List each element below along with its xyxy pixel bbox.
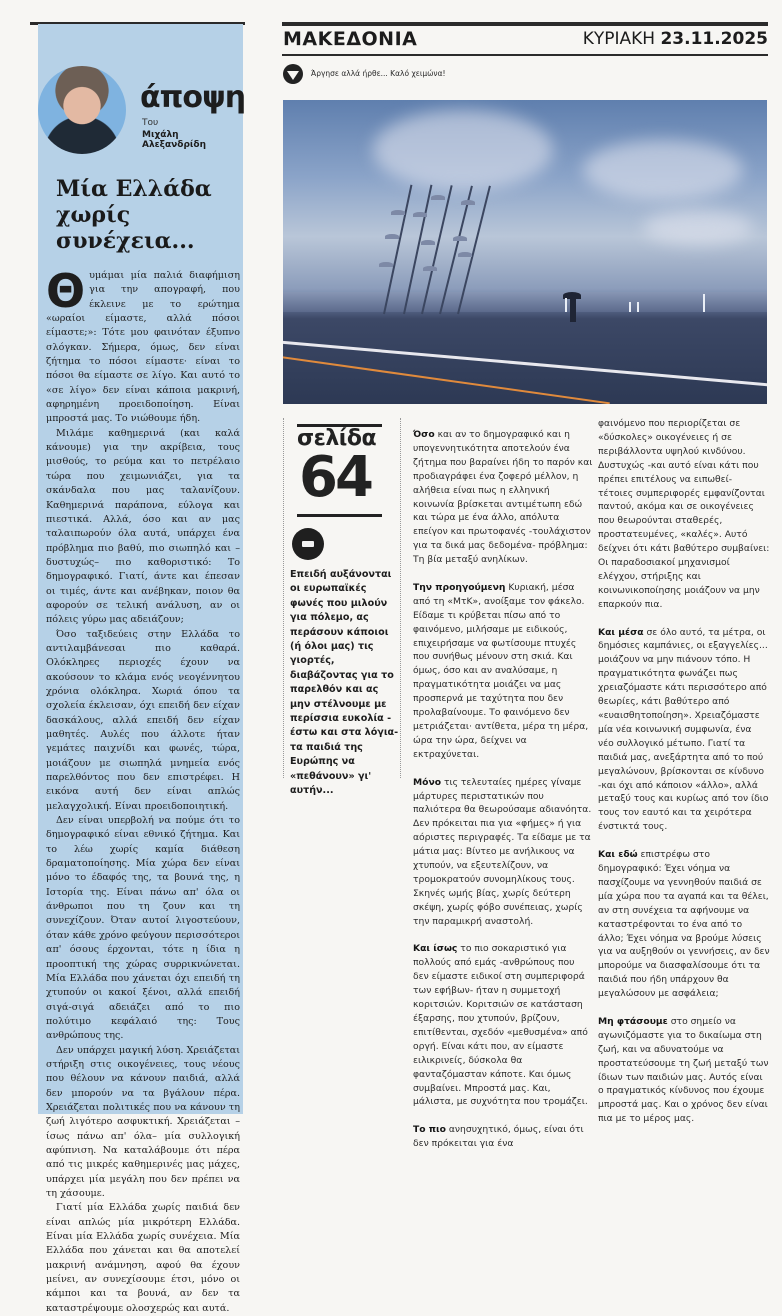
page-label: σελίδα	[297, 426, 377, 451]
author-avatar	[38, 66, 126, 154]
sidebar-divider	[283, 418, 284, 778]
down-triangle-icon	[283, 64, 303, 84]
sculpture-umbrella	[453, 236, 467, 241]
article-column-a	[413, 428, 593, 1165]
sculpture-umbrella	[379, 262, 393, 267]
fountain-jet	[637, 302, 639, 312]
opinion-body	[46, 264, 240, 1316]
minus-circle-icon	[292, 528, 324, 560]
sculpture-umbrella	[391, 210, 405, 215]
cloud	[373, 110, 553, 190]
sculpture-umbrella	[431, 195, 445, 200]
article-paragraph: Το πιο ανησυχητικό, όμως, είναι ότι δεν πρόκειται για ένα	[413, 1124, 584, 1150]
opinion-paragraph: Δεν είναι υπερβολή να πούμε ότι το δημογραφικό είναι εθνικό ζήτημα. Και το λέω χωρίς καμία διάθεση δραματοποίησης. Μία χώρα δεν είναι μόνο το έδαφός της, τα βουνά της, η Ιστορία της. Είναι πάνω απ' όλα οι άνθρωποι που τη ζουν και τη συνεχίζουν. Όταν αυτοί λιγοστεύουν, όταν κάθε χρόνο φεύγουν περισσότεροι απ' όσους έρχονται, τότε η ίδια η προοπτική της χώρας συρρικνώνεται. Μία Ελλάδα που χάνεται όχι επειδή τη χτυπούν οι κακοί ξένοι, αλλά επειδή σιγά-σιγά αδειάζει από το πιο πολύτιμο κεφάλαιό της: Τους ανθρώπους της.	[46, 815, 240, 1042]
opinion-column	[38, 24, 246, 1314]
person-walking	[570, 296, 576, 322]
sculpture-umbrella	[385, 234, 399, 239]
article-paragraph: Μόνο τις τελευταίες ημέρες γίναμε μάρτυρες περιστατικών που παλιότερα θα θεωρούσαμε αδιανόητα. Δεν πρόκειται πια για «φήμες» ή για αόριστες περιγραφές. Τα είδαμε με τα μάτια μας: Βίντεο με ανήλικους να χτυπούν, να εξευτελίζουν, να τρομοκρατούν συνομηλίκους τους. Σκηνές ωμής βίας, χωρίς δεύτερη σκέψη, χωρίς φόβο συνέπειας, χωρίς την παραμικρή αναστολή.	[413, 776, 592, 927]
article-paragraph: Μη φτάσουμε στο σημείο να αγωνιζόμαστε για το δικαίωμα στη ζωή, και να αδυνατούμε να προστατεύσουμε τη ζωή μεταξύ των ίδιων των παιδιών μας. Αυτός είναι ο πραγματικός κίνδυνος που έχουμε μπροστά μας. Και ο χρόνος δεν είναι πια με το μέρος μας.	[598, 1015, 769, 1125]
article-paragraph: φαινόμενο που περιορίζεται σε «δύσκολες» οικογένειες ή σε περιβάλλοντα υψηλού κινδύνου. Δυστυχώς -και αυτό είναι κάτι που πρέπει επιτέλους να ειπωθεί- τέτοιες συμπεριφορές εμφανίζονται παντού, ακόμα και σε οικογένειες που θεωρούνται σταθερές, προστατευμένες, «καλές». Αυτό δείχνει ότι κάτι βαθύτερο συμβαίνει: Οι παραδοσιακοί μηχανισμοί ελέγχου, στήριξης και κοινωνικοποίησης μοιάζουν να μην επαρκούν πια.	[598, 418, 770, 610]
header-top-rule	[282, 22, 768, 26]
cloud	[643, 210, 753, 245]
photo-umbrellas-waterfront	[283, 100, 767, 404]
sculpture-umbrella	[423, 266, 437, 271]
dateline: ΚΥΡΙΑΚΗ 23.11.2025	[582, 29, 768, 49]
article-column-b	[598, 417, 770, 1140]
sculpture-umbrella	[461, 200, 475, 205]
section-label: άποψη	[140, 80, 246, 115]
opinion-paragraph: Γιατί μία Ελλάδα χωρίς παιδιά δεν είναι απλώς μία μικρότερη Ελλάδα. Είναι μία Ελλάδα χωρίς συνέχεια. Μία Ελλάδα που χάνεται και θα αποτελεί μακρινή ανάμνηση, αφού θα έχουν μείνει, αν συνεχίσουμε έτσι, μόνο οι κάμποι και τα βουνά, αν δεν τα καταστρέψουμε ολοσχερώς και αυτά.	[46, 1202, 240, 1314]
opinion-paragraph: Δεν υπάρχει μαγική λύση. Χρειάζεται στήριξη στις οικογένειες, τους νέους που θέλουν να κάνουν παιδιά, αλλά δεν μπορούν να τα βγάλουν πέρα. Χρειάζεται πολιτικές που να κάνουν τη ζωή λιγότερο ασφυκτική. Χρειάζεται –ίσως πάνω απ' όλα– μία συλλογική αφύπνιση. Να καταλάβουμε ότι πέρα από τις μικρές καθημερινές μας μάχες, υπάρχει μία μεγάλη που δεν πρέπει να τη χάσουμε.	[46, 1044, 240, 1199]
header-bottom-rule	[282, 54, 768, 56]
sea	[283, 292, 767, 312]
byline-prefix: Του	[142, 118, 159, 128]
opinion-paragraph: Όσο ταξιδεύεις στην Ελλάδα το αντιλαμβάνεσαι πιο καθαρά. Ολόκληρες περιοχές έχουν να ακούσουν το κλάμα ενός νεογέννητου χρόνια ολόκληρα. Χωριά όπου τα σχολεία έκλεισαν, όχι επειδή δεν είχαν δασκάλους, αλλά επειδή δεν είχαν μαθητές. Αυλές που άλλοτε ήταν γεμάτες παιχνίδι και φωνές, τώρα, μοιάζουν με σιωπηλά μνημεία ενός παρελθόντος που δεν επιστρέφει. Η εικόνα αυτή δεν είναι απλώς μελαγχολική. Είναι προειδοποιητική.	[46, 628, 240, 812]
author-name: Μιχάλη Αλεξανδρίδη	[142, 130, 207, 150]
dropcap: Θ	[46, 264, 86, 318]
sculpture-umbrella	[413, 212, 427, 217]
opinion-title: Μία Ελλάδα χωρίς συνέχεια...	[56, 176, 212, 254]
article-paragraph: Και μέσα σε όλο αυτό, τα μέτρα, οι δημόσιες καμπάνιες, οι εξαγγελίες... μοιάζουν να μην πιάνουν τόπο. Η πραγματικότητα φωνάζει πως χρειαζόμαστε κάτι περισσότερο από θεωρίες, κάτι βαθύτερο από «ευαισθητοποίηση». Χρειαζόμαστε μία νέα κοινωνική συμφωνία, ένα νέο συλλογικό μέτωπο. Γιατί τα παιδιά μας, ανεξάρτητα από το πού μεγαλώνουν, βρίσκονται σε κίνδυνο -και όχι από κάποιον «άλλο», αλλά μεταξύ τους και κυρίως από τον ίδιο τους τον εαυτό και τα χειρότερα ένστικτά τους.	[598, 626, 769, 833]
article-paragraph: Όσο και αν το δημογραφικό και η υπογεννητικότητα αποτελούν ένα ζήτημα που βαραίνει ήδη το παρόν και προδιαγράφει ένα ζοφερό μέλλον, η αλήθεια είναι πως η ελληνική κοινωνία βρίσκεται αντιμέτωπη εδώ και τώρα με ένα άλλο, απόλυτα επείγον και πρωτοφανές -τουλάχιστον για τα δικά μας δεδομένα- πρόβλημα: Τη βία μεταξύ ανηλίκων.	[413, 429, 593, 566]
side-note: Επειδή αυξάνονται οι ευρωπαϊκές φωνές που μιλούν για πόλεμο, ας περάσουν κάποιοι (ή όλοι μας) τις γιορτές, διαβάζοντας για το παρελθόν και ας μην στέλνουμε με περίσσια ευκολία - έστω και στα λόγια- τα παιδιά της Ευρώπης να «πεθάνουν» γι' αυτήν...	[290, 569, 399, 797]
sculpture-umbrella	[421, 240, 435, 245]
fountain-jet	[629, 302, 631, 312]
page-number: 64	[299, 445, 371, 510]
road-marking-white	[283, 340, 767, 388]
opinion-paragraph: Θυμάμαι μία παλιά διαφήμιση για την απογραφή, που έκλεινε με το ερώτημα «ωραίοι είμαστε, αλλά πόσοι είμαστε;»: Τότε μου φαινόταν έξυπνο σλόγκαν. Σήμερα, όμως, δεν είναι ζήτημα το πόσοι είμαστε· είναι το πόσοι θα είμαστε σε λίγο. Και αυτό το «σε λίγο» δεν είναι κάποια μακρινή, αφηρημένη προειδοποίηση. Είναι μπροστά μας. Το νιώθουμε ήδη.	[46, 264, 240, 425]
fountain-jet	[703, 294, 705, 312]
fountain-jet	[565, 298, 567, 312]
masthead: ΜΑΚΕΔΟΝΙΑ	[283, 28, 418, 50]
page-box-rule	[297, 514, 382, 517]
road-marking-orange	[283, 355, 610, 404]
photo-kicker: Άργησε αλλά ήρθε... Καλό χειμώνα!	[311, 69, 446, 78]
opinion-paragraph: Μιλάμε καθημερινά (και καλά κάνουμε) για την ακρίβεια, τους μισθούς, το ρεύμα και το πετρέλαιο τώρα που χειμωνιάζει, για τα σκάνδαλα που μας ταλανίζουν. Καθημερινά παράπονα, εύλογα και πιεστικά. Αλλά, όσο και αν μας ταλαιπωρούν όλα αυτά, υπάρχει ένα πρόβλημα πιο βαθύ, πιο σιωπηλό και –δυστυχώς– πιο καθοριστικό: Το δημογραφικό. Γιατί, άντε και έπεσαν οι τιμές, άντε και ανέβηκαν, ποιον θα αφορούν σε τελική ανάλυση, αν οι πόλεις γύρω μας αδειάζουν;	[46, 427, 240, 626]
article-paragraph: Και εδώ επιστρέφω στο δημογραφικό: Έχει νόημα να πασχίζουμε να γεννηθούν παιδιά σε μία χώρα που τα αγαπά και τα θέλει, αν στη συνέχεια τα αφήνουμε να καταστρέφονται το ένα από το άλλο; Έχει νόημα να βρούμε λύσεις για να αυξηθούν οι γεννήσεις, αν δεν μπορούμε να διασφαλίσουμε ότι τα παιδιά που ήδη υπάρχουν θα μεγαλώσουν με ασφάλεια;	[598, 849, 770, 1000]
sculpture-umbrella	[458, 252, 472, 257]
cloud	[583, 140, 743, 200]
article-paragraph: Την προηγούμενη Κυριακή, μέσα από τη «ΜτΚ», ανοίξαμε τον φάκελο. Είδαμε τι κρύβεται πίσω από το φαινόμενο, μιλήσαμε με ειδικούς, επιχειρήσαμε να φωτίσουμε πτυχές που συνήθως μένουν στη σκιά. Και όμως, όσο και αν αναλύσαμε, η πραγματικότητα μοιάζει να μας προσπερνά με ταχύτητα που δεν προλαβαίνουμε. Το φαινόμενο δεν μετριάζεται· αντίθετα, μέρα τη μέρα, ώρα την ώρα, δείχνει να εκτραχύνεται.	[413, 581, 589, 760]
article-paragraph: Και ίσως το πιο σοκαριστικό για πολλούς από εμάς -ανθρώπους που δεν είμαστε ειδικοί στη συμπεριφορά των εφήβων- ήταν η συμμετοχή κοριτσιών. Κοριτσιών σε κατάσταση έξαρσης, που χτυπούν, βρίζουν, επιτίθενται, σχεδόν «μεθυσμένα» από οργή. Είναι κάτι που, αν είμαστε ειλικρινείς, δύσκολα θα φανταζόμασταν κάποτε. Και όμως συμβαίνει. Μπροστά μας. Και, μάλιστα, με συχνότητα που τρομάζει.	[413, 943, 588, 1108]
